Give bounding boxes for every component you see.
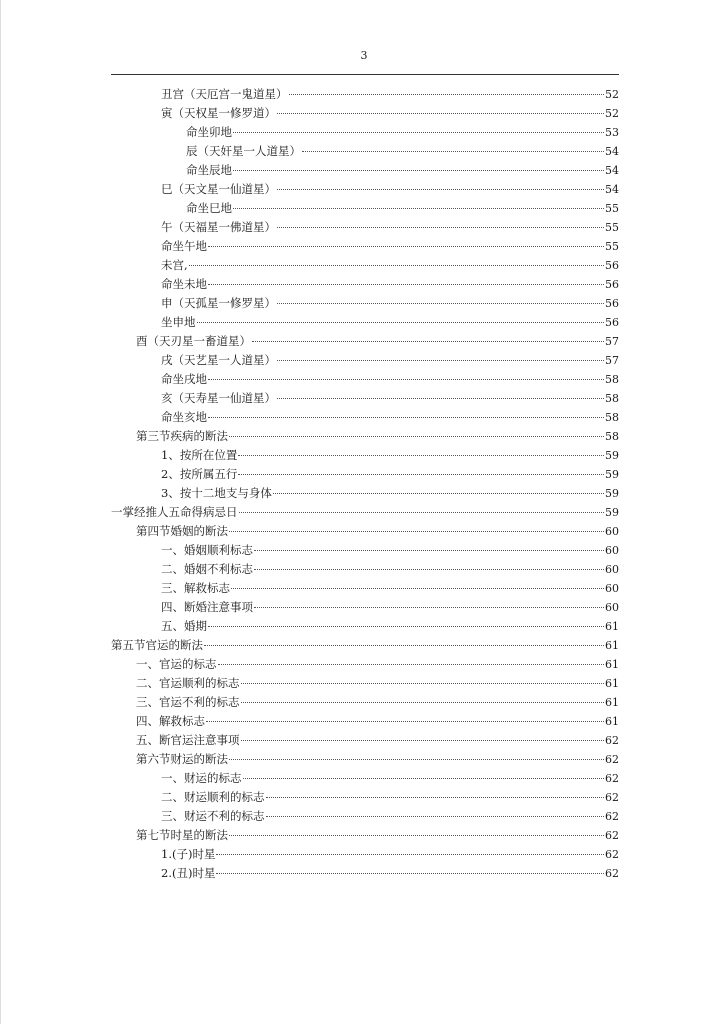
toc-entry-page-number: 62 [605,734,619,747]
toc-entry[interactable] [111,427,619,446]
page-number: 3 [360,49,368,62]
toc-entry-page-number: 55 [605,202,619,215]
toc-entry-page-number: 57 [605,335,619,348]
toc-entry[interactable] [111,826,619,845]
toc-dot-leader [277,227,604,228]
toc-entry-title: 巳（天文星一仙道星） [161,182,276,196]
toc-entry-page-number: 60 [605,601,619,614]
toc-entry-title: 申（天孤星一修罗星） [161,296,276,310]
toc-entry-page-number: 61 [605,677,619,690]
toc-entry-page-number: 57 [605,354,619,367]
toc-dot-leader [241,683,605,684]
toc-entry-page-number: 60 [605,563,619,576]
toc-entry-page-number: 61 [605,620,619,633]
toc-entry[interactable] [111,579,619,598]
toc-dot-leader [254,550,604,551]
toc-entry-title: 2、按所属五行 [161,467,238,481]
toc-dot-leader [254,569,604,570]
toc-entry[interactable] [111,104,619,123]
toc-dot-leader [218,664,605,665]
toc-dot-leader [233,208,604,209]
toc-entry-title: 亥（天寿星一仙道星） [161,391,276,405]
toc-entry-title: 坐申地 [161,315,196,329]
toc-dot-leader [266,797,605,798]
toc-dot-leader [229,835,604,836]
toc-entry[interactable] [111,389,619,408]
toc-entry-title: 命坐巳地 [186,201,232,215]
toc-entry[interactable] [111,256,619,275]
toc-entry-page-number: 60 [605,525,619,538]
toc-entry[interactable] [111,465,619,484]
toc-entry-title: 3、按十二地支与身体 [161,486,272,500]
toc-entry[interactable] [111,370,619,389]
toc-entry-title: 命坐卯地 [186,125,232,139]
toc-entry-page-number: 54 [605,183,619,196]
toc-entry[interactable] [111,864,619,883]
toc-entry-title: 未宫, [161,258,188,272]
toc-entry-page-number: 62 [605,810,619,823]
toc-entry-title: 五、婚期 [161,619,207,633]
toc-entry-page-number: 55 [605,240,619,253]
toc-dot-leader [266,816,605,817]
toc-dot-leader [208,626,604,627]
toc-entry[interactable] [111,617,619,636]
toc-dot-leader [208,379,604,380]
toc-entry[interactable] [111,712,619,731]
toc-entry-title: 四、断婚注意事项 [161,600,253,614]
toc-entry[interactable] [111,313,619,332]
toc-entry-page-number: 61 [605,658,619,671]
toc-entry[interactable] [111,560,619,579]
toc-entry-title: 命坐未地 [161,277,207,291]
toc-entry-page-number: 56 [605,297,619,310]
toc-entry-page-number: 54 [605,145,619,158]
toc-dot-leader [277,113,604,114]
toc-entry-title: 1、按所在位置 [161,448,238,462]
toc-dot-leader [233,170,604,171]
toc-entry-page-number: 58 [605,430,619,443]
toc-dot-leader [254,607,604,608]
toc-entry-title: 一、婚姻顺利标志 [161,543,253,557]
toc-dot-leader [229,436,604,437]
toc-dot-leader [208,417,604,418]
toc-entry-title: 1.(子)时星 [161,847,216,861]
toc-dot-leader [277,398,604,399]
toc-entry[interactable] [111,123,619,142]
toc-entry[interactable] [111,237,619,256]
toc-dot-leader [231,588,604,589]
toc-entry-title: 戌（天艺星一人道星） [161,353,276,367]
toc-entry[interactable] [111,294,619,313]
toc-dot-leader [204,645,604,646]
toc-entry[interactable] [111,503,619,522]
toc-dot-leader [216,873,604,874]
toc-dot-leader [239,512,605,513]
toc-dot-leader [208,246,604,247]
toc-dot-leader [216,854,604,855]
toc-entry-title: 命坐辰地 [186,163,232,177]
toc-entry-title: 二、婚姻不利标志 [161,562,253,576]
toc-entry[interactable] [111,351,619,370]
toc-dot-leader [233,132,604,133]
toc-entry-title: 一、官运的标志 [136,657,217,671]
toc-entry[interactable] [111,541,619,560]
toc-entry[interactable] [111,446,619,465]
toc-entry-title: 第五节官运的断法 [111,638,203,652]
toc-entry[interactable] [111,484,619,503]
toc-entry-page-number: 62 [605,791,619,804]
toc-dot-leader [277,360,604,361]
toc-entry-page-number: 53 [605,126,619,139]
toc-entry-page-number: 59 [605,449,619,462]
toc-dot-leader [238,474,604,475]
toc-entry-title: 一、财运的标志 [161,771,242,785]
toc-entry-title: 午（天福星一佛道星） [161,220,276,234]
toc-dot-leader [189,265,604,266]
toc-entry[interactable] [111,731,619,750]
toc-entry-page-number: 56 [605,278,619,291]
toc-entry-page-number: 59 [605,468,619,481]
toc-dot-leader [252,341,604,342]
toc-dot-leader [238,455,604,456]
toc-entry-page-number: 59 [605,487,619,500]
toc-entry[interactable] [111,693,619,712]
toc-entry-page-number: 54 [605,164,619,177]
toc-dot-leader [229,531,604,532]
toc-entry-title: 第六节财运的断法 [136,752,228,766]
toc-entry[interactable] [111,199,619,218]
toc-entry[interactable] [111,769,619,788]
toc-entry-page-number: 60 [605,544,619,557]
toc-entry-page-number: 62 [605,867,619,880]
toc-entry[interactable] [111,408,619,427]
toc-entry-page-number: 52 [605,107,619,120]
toc-dot-leader [273,493,604,494]
toc-dot-leader [197,322,605,323]
toc-entry-page-number: 60 [605,582,619,595]
toc-entry-page-number: 61 [605,715,619,728]
toc-entry-page-number: 59 [605,506,619,519]
toc-entry-page-number: 62 [605,829,619,842]
toc-entry-page-number: 61 [605,639,619,652]
toc-entry-page-number: 58 [605,392,619,405]
toc-entry[interactable] [111,788,619,807]
toc-entry[interactable] [111,142,619,161]
toc-dot-leader [302,151,604,152]
header-rule [111,74,619,75]
toc-entry-title: 命坐戌地 [161,372,207,386]
toc-entry-page-number: 61 [605,696,619,709]
toc-entry-title: 辰（天奸星一人道星） [186,144,301,158]
toc-entry-page-number: 58 [605,411,619,424]
toc-entry-page-number: 56 [605,259,619,272]
toc-entry-title: 命坐午地 [161,239,207,253]
toc-entry[interactable] [111,180,619,199]
toc-entry[interactable] [111,807,619,826]
toc-entry-title: 五、断官运注意事项 [136,733,240,747]
toc-entry-title: 二、官运顺利的标志 [136,676,240,690]
toc-entry-title: 三、官运不利的标志 [136,695,240,709]
toc-dot-leader [277,189,604,190]
toc-entry-title: 命坐亥地 [161,410,207,424]
toc-dot-leader [289,94,605,95]
toc-entry-title: 第七节时星的断法 [136,828,228,842]
toc-entry[interactable] [111,750,619,769]
toc-entry[interactable] [111,655,619,674]
toc-entry[interactable] [111,275,619,294]
toc-dot-leader [208,284,604,285]
toc-entry-title: 四、解救标志 [136,714,205,728]
toc-entry-title: 2.(丑)时星 [161,866,216,880]
toc-entry[interactable] [111,674,619,693]
toc-dot-leader [243,778,605,779]
toc-entry[interactable] [111,522,619,541]
toc-entry-title: 第四节婚姻的断法 [136,524,228,538]
toc-entry-page-number: 52 [605,88,619,101]
toc-entry-page-number: 62 [605,772,619,785]
toc-entry-title: 丑宫（天厄宫一鬼道星） [161,87,288,101]
toc-entry[interactable] [111,845,619,864]
toc-entry-page-number: 58 [605,373,619,386]
toc-entry[interactable] [111,85,619,104]
toc-entry-page-number: 55 [605,221,619,234]
table-of-contents [111,85,619,883]
toc-dot-leader [229,759,604,760]
toc-dot-leader [277,303,604,304]
toc-entry[interactable] [111,161,619,180]
toc-entry-title: 三、解救标志 [161,581,230,595]
toc-dot-leader [206,721,604,722]
toc-entry-title: 酉（天刃星一畜道星） [136,334,251,348]
toc-entry[interactable] [111,332,619,351]
toc-dot-leader [241,702,605,703]
toc-entry-page-number: 56 [605,316,619,329]
toc-entry-page-number: 62 [605,753,619,766]
toc-entry-page-number: 62 [605,848,619,861]
toc-entry[interactable] [111,218,619,237]
toc-entry-title: 一掌经推人五命得病忌日 [111,505,238,519]
toc-dot-leader [241,740,605,741]
toc-entry-title: 二、财运顺利的标志 [161,790,265,804]
toc-entry-title: 三、财运不利的标志 [161,809,265,823]
toc-entry-title: 第三节疾病的断法 [136,429,228,443]
toc-entry[interactable] [111,636,619,655]
toc-entry[interactable] [111,598,619,617]
toc-entry-title: 寅（天权星一修罗道） [161,106,276,120]
